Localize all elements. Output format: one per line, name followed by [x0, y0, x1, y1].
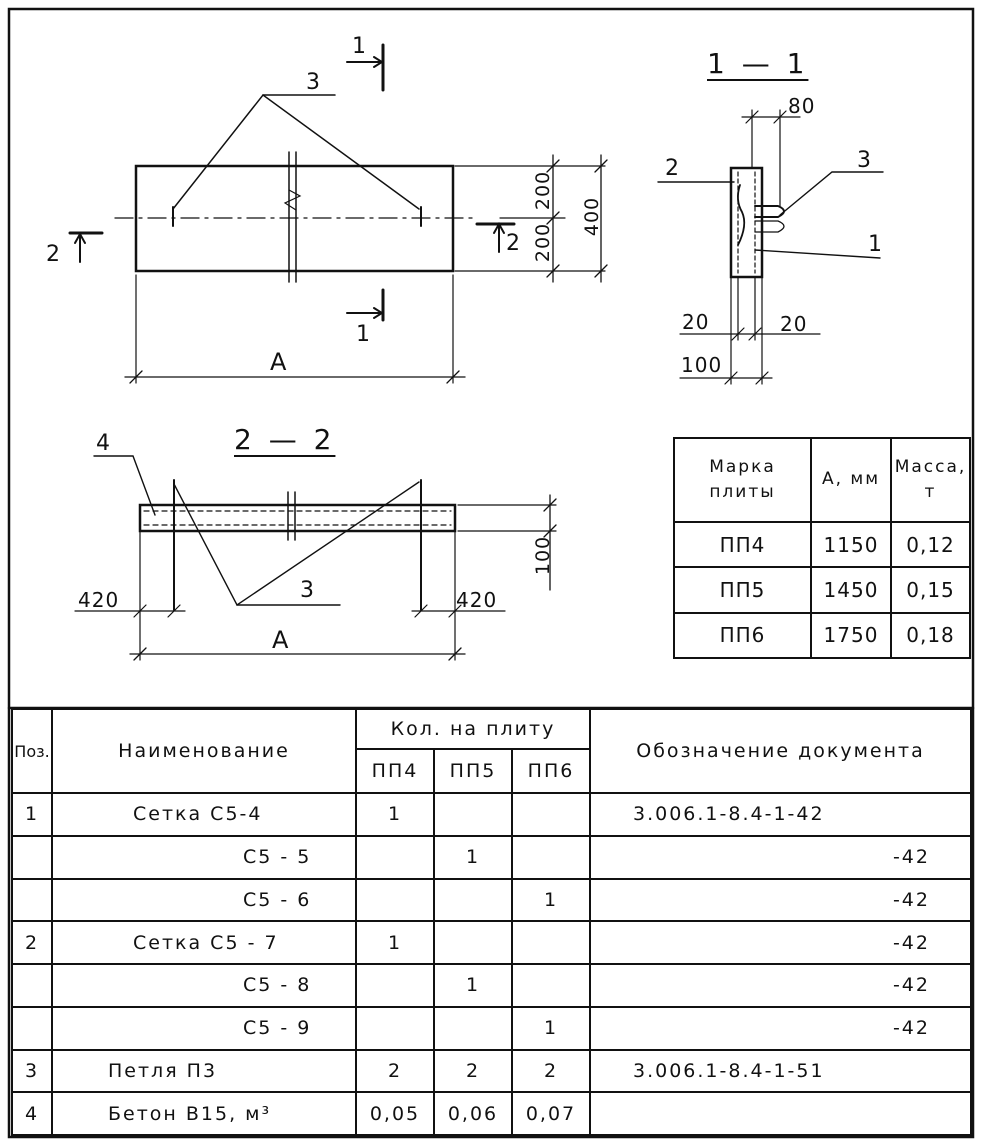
spec-qty-pp5 [434, 1007, 512, 1050]
spec-qty-pp4 [356, 879, 434, 922]
specification-table [11, 708, 972, 1136]
spec-row [12, 921, 971, 964]
leader-label-1: 1 [868, 232, 883, 257]
spec-name: Сетка С5-4 [52, 793, 356, 836]
spec-qty-pp6 [512, 964, 590, 1007]
section-2-2 [75, 456, 556, 660]
cut-label-2-left: 2 [46, 242, 61, 267]
spec-qty-pp4 [356, 836, 434, 879]
spec-doc: -42 [590, 1007, 971, 1050]
spec-qty-pp5 [434, 793, 512, 836]
mass-header-mass: Масса, т [891, 438, 970, 522]
spec-qty-pp6: 1 [512, 1007, 590, 1050]
spec-doc: -42 [590, 836, 971, 879]
mass-mark: ПП6 [674, 613, 811, 658]
spec-name: Петля П3 [52, 1050, 356, 1093]
spec-qty-pp6: 2 [512, 1050, 590, 1093]
spec-name: Сетка С5 - 7 [52, 921, 356, 964]
spec-qty-pp5 [434, 921, 512, 964]
mass-table-row [674, 567, 970, 612]
mass-a: 1750 [811, 613, 891, 658]
spec-qty-pp6 [512, 921, 590, 964]
mass-a: 1150 [811, 522, 891, 567]
spec-header-row [12, 709, 971, 749]
spec-name: С5 - 5 [52, 836, 356, 879]
section-2-2-title: 2 — 2 [234, 423, 336, 456]
spec-doc: 3.006.1-8.4-1-51 [590, 1050, 971, 1093]
spec-qty-pp4 [356, 1007, 434, 1050]
spec-qty-pp4: 1 [356, 921, 434, 964]
cut-label-1-top: 1 [352, 34, 367, 59]
spec-pos: 4 [12, 1092, 52, 1135]
mass-mark: ПП4 [674, 522, 811, 567]
spec-header-doc: Обозначение документа [590, 709, 971, 793]
spec-doc: -42 [590, 964, 971, 1007]
mass-header-a: А, мм [811, 438, 891, 522]
spec-doc [590, 1092, 971, 1135]
plan-view [70, 45, 607, 383]
spec-header-pp5: ПП5 [434, 749, 512, 793]
mass-mark: ПП5 [674, 567, 811, 612]
mass-a: 1450 [811, 567, 891, 612]
mass-table-header [674, 438, 970, 522]
spec-name: С5 - 9 [52, 1007, 356, 1050]
spec-header-pp4: ПП4 [356, 749, 434, 793]
dim-a-sec22: А [272, 626, 290, 654]
dim-100-sec22: 100 [532, 535, 555, 576]
spec-qty-pp5: 1 [434, 964, 512, 1007]
leader-label-3-sec: 3 [857, 148, 872, 173]
dim-400: 400 [581, 196, 604, 237]
spec-name: Бетон В15, м³ [52, 1092, 356, 1135]
dim-200-bottom: 200 [532, 222, 555, 263]
spec-qty-pp5: 0,06 [434, 1092, 512, 1135]
dim-200-top: 200 [532, 170, 555, 211]
spec-doc: 3.006.1-8.4-1-42 [590, 793, 971, 836]
spec-qty-pp5: 2 [434, 1050, 512, 1093]
cut-label-1-bottom: 1 [356, 322, 371, 347]
spec-pos: 1 [12, 793, 52, 836]
spec-qty-pp4: 0,05 [356, 1092, 434, 1135]
spec-qty-pp6 [512, 836, 590, 879]
spec-qty-pp6 [512, 793, 590, 836]
spec-row [12, 1050, 971, 1093]
mass-table-row [674, 522, 970, 567]
dim-420-left: 420 [78, 588, 120, 612]
mass-value: 0,18 [891, 613, 970, 658]
leader-label-2: 2 [665, 156, 680, 181]
spec-doc: -42 [590, 879, 971, 922]
spec-pos [12, 1007, 52, 1050]
spec-pos [12, 836, 52, 879]
spec-header-pp6: ПП6 [512, 749, 590, 793]
spec-pos: 3 [12, 1050, 52, 1093]
mass-header-mark: Марка плиты [674, 438, 811, 522]
dim-80: 80 [788, 94, 816, 118]
section-1-1-title: 1 — 1 [707, 47, 809, 80]
spec-qty-pp4 [356, 964, 434, 1007]
section-1-1 [658, 110, 883, 384]
mass-value: 0,15 [891, 567, 970, 612]
spec-name: С5 - 8 [52, 964, 356, 1007]
spec-row [12, 1007, 971, 1050]
spec-doc: -42 [590, 921, 971, 964]
spec-pos [12, 964, 52, 1007]
leader-label-3-sec22: 3 [300, 578, 315, 603]
dim-20-right: 20 [780, 312, 808, 336]
cut-label-2-right: 2 [506, 231, 521, 256]
spec-qty-pp5 [434, 879, 512, 922]
spec-header-qty: Кол. на плиту [356, 709, 590, 749]
spec-header-name: Наименование [52, 709, 356, 793]
dim-20-left: 20 [682, 310, 710, 334]
mass-table [673, 437, 971, 659]
spec-qty-pp4: 1 [356, 793, 434, 836]
spec-row [12, 793, 971, 836]
dim-100-sec11: 100 [681, 353, 723, 377]
spec-qty-pp6: 0,07 [512, 1092, 590, 1135]
spec-qty-pp4: 2 [356, 1050, 434, 1093]
leader-label-3: 3 [306, 70, 321, 95]
spec-row [12, 836, 971, 879]
leader-label-4: 4 [96, 431, 111, 456]
spec-header-pos: Поз. [12, 709, 52, 793]
spec-row [12, 1092, 971, 1135]
spec-pos: 2 [12, 921, 52, 964]
spec-qty-pp5: 1 [434, 836, 512, 879]
spec-pos [12, 879, 52, 922]
spec-qty-pp6: 1 [512, 879, 590, 922]
mass-value: 0,12 [891, 522, 970, 567]
dim-a-plan: А [270, 348, 288, 376]
spec-row [12, 879, 971, 922]
spec-name: С5 - 6 [52, 879, 356, 922]
spec-row [12, 964, 971, 1007]
dim-420-right: 420 [456, 588, 498, 612]
mass-table-row [674, 613, 970, 658]
